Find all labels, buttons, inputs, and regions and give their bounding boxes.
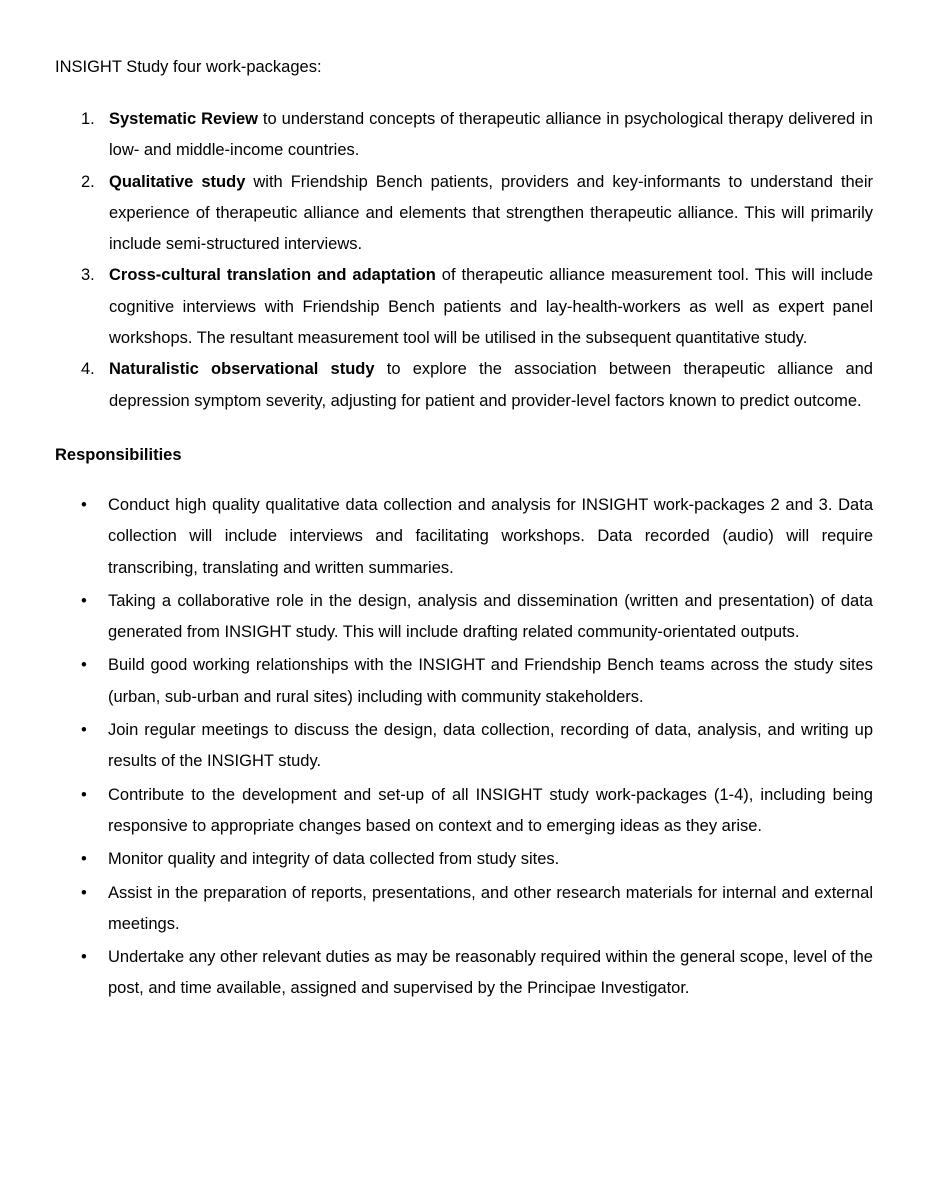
work-package-text: to explore the association between therapeutic alliance and depression symptom severity, adjusting for patient and provider-level factors known to predict outcome. (109, 360, 873, 410)
bullet-icon: • (81, 948, 87, 967)
work-packages-list (55, 104, 873, 417)
responsibility-item (55, 586, 873, 649)
responsibility-item (55, 715, 873, 778)
responsibility-text: Conduct high quality qualitative data collection and analysis for INSIGHT work-packages 2 and 3. Data collection will include interviews and facilitating workshops. Data recorded (audio) will require transcribing, translating and written summaries. (108, 495, 873, 577)
responsibility-text: Monitor quality and integrity of data collected from study sites. (108, 850, 560, 869)
work-package-title: Systematic Review (109, 110, 258, 128)
work-package-title: Cross-cultural translation and adaptation (109, 266, 436, 285)
responsibility-text: Contribute to the development and set-up of all INSIGHT study work-packages (1-4), including being responsive to appropriate changes based on context and to emerging ideas as they arise. (108, 785, 873, 835)
work-package-item (55, 260, 873, 354)
work-package-item (55, 104, 873, 167)
responsibility-text: Build good working relationships with the INSIGHT and Friendship Bench teams across the study sites (urban, sub-urban and rural sites) including with community stakeholders. (108, 656, 873, 706)
work-package-text: with Friendship Bench patients, providers and key-informants to understand their experience of therapeutic alliance and elements that strengthen therapeutic alliance. This will primarily include semi-structured interviews. (109, 172, 873, 254)
responsibility-item (55, 780, 873, 843)
work-package-title: Qualitative study (109, 172, 246, 191)
list-number: 3. (81, 266, 95, 285)
responsibility-item (55, 844, 873, 875)
responsibility-item (55, 650, 873, 713)
list-number: 1. (81, 110, 95, 128)
bullet-icon: • (81, 591, 87, 610)
responsibility-text: Undertake any other relevant duties as may be reasonably required within the general scope, level of the post, and time available, assigned and supervised by the Principae Investigator. (108, 948, 873, 998)
responsibility-text: Assist in the preparation of reports, presentations, and other research materials for internal and external meetings. (108, 883, 873, 933)
work-package-item (55, 354, 873, 417)
list-number: 2. (81, 172, 95, 191)
bullet-icon: • (81, 785, 87, 804)
intro-text: INSIGHT Study four work-packages: (55, 58, 322, 76)
list-number: 4. (81, 360, 95, 379)
bullet-icon: • (81, 656, 87, 675)
responsibility-text: Taking a collaborative role in the design, analysis and dissemination (written and presentation) of data generated from INSIGHT study. This will include drafting related community-orientated outputs. (108, 591, 873, 642)
work-package-title: Naturalistic observational study (109, 360, 375, 379)
bullet-icon: • (81, 850, 87, 869)
responsibility-item (55, 942, 873, 1005)
responsibilities-heading: Responsibilities (55, 445, 182, 464)
work-package-text: of therapeutic alliance measurement tool. This will include cognitive interviews with Friendship Bench patients and lay-health-workers as well as expert panel workshops. The resultant measurement tool will be utilised in the subsequent quantitative study. (109, 266, 873, 348)
responsibilities-list (55, 490, 873, 1005)
bullet-icon: • (81, 883, 87, 902)
responsibility-text: Join regular meetings to discuss the design, data collection, recording of data, analysis, and writing up results of the INSIGHT study. (108, 721, 873, 771)
responsibility-item (55, 878, 873, 941)
responsibility-item (55, 490, 873, 584)
document-page (55, 54, 873, 1007)
work-package-item (55, 167, 873, 261)
work-package-text: to understand concepts of therapeutic alliance in psychological therapy delivered in low- and middle-income countries. (109, 110, 873, 160)
bullet-icon: • (81, 495, 87, 514)
bullet-icon: • (81, 721, 87, 740)
